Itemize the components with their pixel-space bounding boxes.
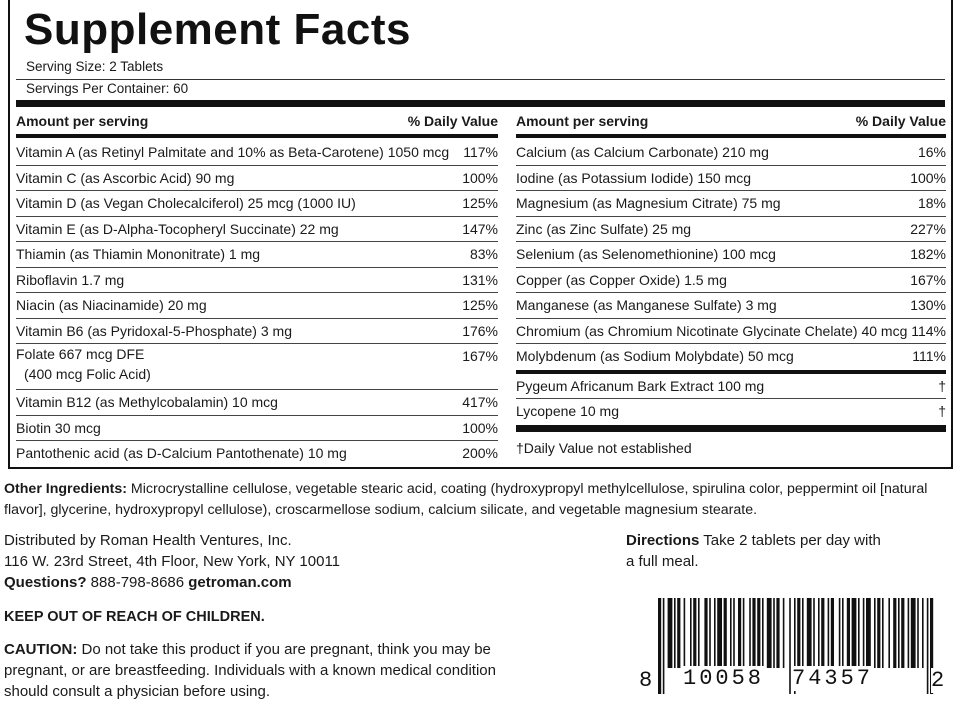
nutrient-label: Zinc (as Zinc Sulfate) 25 mg <box>516 220 692 237</box>
barcode-bar <box>813 598 815 668</box>
nutrient-label: Vitamin C (as Ascorbic Acid) 90 mg <box>16 169 235 186</box>
nutrient-row <box>516 399 946 425</box>
barcode-bar <box>847 598 850 668</box>
barcode-bar <box>704 598 707 668</box>
nutrient-name <box>516 344 794 368</box>
nutrient-label: Vitamin A (as Retinyl Palmitate and 10% as Beta-Carotene) 1050 mcg <box>16 144 450 160</box>
distributor-info <box>4 530 340 593</box>
daily-value: 182% <box>910 246 946 262</box>
caution-label: CAUTION: <box>4 641 78 658</box>
barcode-bar <box>807 598 812 668</box>
barcode-bar <box>802 598 804 668</box>
barcode-bar <box>877 598 880 668</box>
daily-value: † <box>938 377 946 394</box>
right-column-header <box>516 110 946 134</box>
nutrient-name <box>16 390 278 414</box>
nutrient-name <box>16 191 356 215</box>
distributor-line: Distributed by Roman Health Ventures, Inc. <box>4 532 292 549</box>
barcode-digit-first: 8 <box>639 668 653 693</box>
daily-value: 114% <box>911 322 946 339</box>
header-rule <box>516 134 946 138</box>
nutrient-label: Folate 667 mcg DFE <box>16 346 145 362</box>
nutrient-label: Magnesium (as Magnesium Citrate) 75 mg <box>516 195 781 211</box>
barcode-bar <box>738 598 741 668</box>
servings-per-container: Servings Per Container: 60 <box>26 81 189 96</box>
daily-value-label: % Daily Value <box>855 113 946 129</box>
barcode-bar <box>757 598 760 668</box>
left-column <box>16 110 498 467</box>
nutrient-name <box>516 140 769 164</box>
serving-size: Serving Size: 2 Tablets <box>26 59 164 74</box>
nutrient-row <box>516 140 946 166</box>
barcode-bar <box>724 598 727 668</box>
nutrient-row <box>16 140 498 166</box>
questions-label: Questions? <box>4 574 87 591</box>
barcode-bar <box>893 598 896 668</box>
barcode-bar <box>663 598 665 694</box>
caution-text: Do not take this product if you are pregnant, think you may be pregnant, or are breastfeeding. Individuals with a known medical condition should consult a physician before using. <box>4 641 496 700</box>
daily-value: 125% <box>462 195 498 211</box>
nutrient-label: Chromium (as Chromium Nicotinate Glycinate Chelate) 40 mcg <box>516 322 908 339</box>
barcode-bar <box>674 598 676 668</box>
daily-value: 16% <box>917 144 946 160</box>
daily-value: 117% <box>463 144 498 160</box>
daily-value: 227% <box>910 220 946 237</box>
phone-number: 888-798-8686 <box>86 574 189 591</box>
barcode-bar <box>717 598 722 668</box>
nutrient-row <box>16 319 498 345</box>
daily-value: 100% <box>462 419 498 436</box>
barcode-bar <box>783 598 785 668</box>
other-ingredients-label: Other Ingredients: <box>4 481 127 497</box>
nutrient-row <box>516 242 946 268</box>
nutrient-row <box>516 344 946 370</box>
nutrient-label: Copper (as Copper Oxide) 1.5 mg <box>516 271 727 288</box>
daily-value: 167% <box>462 348 498 364</box>
barcode-bar <box>911 598 916 668</box>
nutrient-name <box>16 293 207 317</box>
thick-divider <box>16 100 945 107</box>
nutrient-row <box>16 166 498 192</box>
barcode-bar <box>842 598 844 668</box>
nutrient-label: Thiamin (as Thiamin Mononitrate) 1 mg <box>16 246 261 262</box>
nutrient-name <box>516 293 777 317</box>
nutrient-name <box>516 399 619 423</box>
barcode-bar <box>831 598 834 668</box>
website: getroman.com <box>188 574 292 591</box>
barcode-bar <box>818 598 820 668</box>
barcode-bar <box>898 598 900 668</box>
barcode-bar <box>693 598 696 668</box>
nutrient-name <box>16 268 124 292</box>
barcode-bar <box>839 598 841 668</box>
left-nutrient-list <box>16 140 498 467</box>
barcode-bar <box>852 598 857 668</box>
nutrient-name <box>516 268 727 292</box>
barcode-bar <box>927 598 929 694</box>
directions-text: Take 2 tablets per day with a full meal. <box>626 532 881 570</box>
other-ingredients-text: Microcrystalline cellulose, vegetable stearic acid, coating (hydroxypropyl methylcellulose, spirulina color, peppermint oil [natural flavor], glycerine, hydroxypropyl cellulose), croscarmellose sodium, calcium silicate, and vegetable magnesium stearate. <box>4 481 928 518</box>
nutrient-name <box>16 166 234 190</box>
daily-value: 167% <box>910 271 946 288</box>
barcode-bar <box>888 598 890 668</box>
barcode-bar <box>733 598 735 668</box>
barcode-digits-right: 74357 <box>792 666 874 691</box>
nutrient-name <box>516 242 776 266</box>
nutrient-name <box>16 140 449 164</box>
amount-per-serving-label: Amount per serving <box>516 113 649 129</box>
barcode-bar <box>762 598 764 668</box>
nutrient-row <box>16 416 498 442</box>
nutrient-row <box>516 217 946 243</box>
panel-title: Supplement Facts <box>24 5 411 54</box>
other-ingredients <box>4 479 949 521</box>
nutrient-label: Lycopene 10 mg <box>516 403 619 419</box>
nutrient-label: Vitamin B12 (as Methylcobalamin) 10 mcg <box>16 394 278 410</box>
daily-value: 18% <box>917 195 946 211</box>
nutrient-row <box>16 217 498 243</box>
nutrient-label: Iodine (as Potassium Iodide) 150 mcg <box>516 169 752 186</box>
nutrient-label: Vitamin D (as Vegan Cholecalciferol) 25 mcg (1000 IU) <box>16 195 356 211</box>
nutrient-row <box>16 441 498 467</box>
barcode-bar <box>743 598 745 668</box>
barcode-bar <box>658 598 661 694</box>
nutrient-label: Pygeum Africanum Bark Extract 100 mg <box>516 377 765 394</box>
right-column <box>516 110 946 456</box>
nutrient-name <box>16 217 339 241</box>
daily-value: 417% <box>462 394 498 410</box>
nutrient-row <box>516 374 946 400</box>
barcode-bar <box>709 598 711 668</box>
directions <box>626 530 886 572</box>
header-rule <box>16 134 498 138</box>
nutrient-name <box>516 191 781 215</box>
daily-value: 200% <box>462 445 498 461</box>
barcode-bar <box>858 598 860 668</box>
barcode-bar <box>789 598 791 694</box>
nutrient-label: Biotin 30 mcg <box>16 419 101 436</box>
other-ingredient-list <box>516 374 946 425</box>
nutrient-row <box>16 242 498 268</box>
nutrient-row <box>16 344 498 390</box>
nutrient-row <box>16 293 498 319</box>
nutrient-name <box>16 242 260 266</box>
nutrient-name <box>516 166 751 190</box>
barcode-bar <box>684 598 686 668</box>
nutrient-name <box>516 374 764 398</box>
nutrient-name <box>516 319 907 343</box>
daily-value: 111% <box>912 348 946 364</box>
nutrient-name <box>16 441 347 465</box>
nutrient-label: Molybdenum (as Sodium Molybdate) 50 mcg <box>516 348 794 364</box>
daily-value: 100% <box>910 169 946 186</box>
nutrient-label: Pantothenic acid (as D-Calcium Pantothenate) 10 mg <box>16 445 347 461</box>
barcode-bar <box>690 598 692 668</box>
barcode-bar <box>863 598 865 668</box>
daily-value: 125% <box>462 297 498 313</box>
daily-value: 100% <box>462 169 498 186</box>
barcode-bar <box>917 598 919 668</box>
barcode-bar <box>797 598 800 668</box>
barcode-bar <box>698 598 700 668</box>
nutrient-label: Vitamin E (as D-Alpha-Tocopheryl Succinate) 22 mg <box>16 220 339 237</box>
barcode-digits-left: 10058 <box>683 666 765 691</box>
nutrient-sublabel: (400 mcg Folic Acid) <box>24 366 151 382</box>
thick-divider <box>516 425 946 432</box>
barcode-bar <box>828 598 830 668</box>
divider <box>16 79 945 80</box>
barcode-bar <box>821 598 824 668</box>
barcode-digit-last: 2 <box>931 668 945 693</box>
nutrient-row <box>16 191 498 217</box>
barcode-bar <box>749 598 751 668</box>
nutrient-label: Niacin (as Niacinamide) 20 mg <box>16 297 207 313</box>
barcode-bar <box>752 598 755 668</box>
directions-label: Directions <box>626 532 700 549</box>
nutrient-label: Calcium (as Calcium Carbonate) 210 mg <box>516 144 769 160</box>
daily-value-footnote: †Daily Value not established <box>516 439 692 456</box>
daily-value: 147% <box>462 220 498 237</box>
left-column-header <box>16 110 498 134</box>
amount-per-serving-label: Amount per serving <box>16 113 149 129</box>
barcode-bar <box>922 598 924 668</box>
barcode-bar <box>773 598 775 668</box>
daily-value: 131% <box>462 271 498 288</box>
right-nutrient-list <box>516 140 946 370</box>
daily-value: 83% <box>469 246 498 262</box>
nutrient-row <box>516 268 946 294</box>
nutrient-label: Selenium (as Selenomethionine) 100 mcg <box>516 246 776 262</box>
barcode-bar <box>714 598 716 668</box>
barcode-bar <box>874 598 876 668</box>
nutrient-row <box>16 268 498 294</box>
supplement-facts-panel <box>8 0 953 469</box>
daily-value: 130% <box>910 297 946 313</box>
nutrient-label: Vitamin B6 (as Pyridoxal-5-Phosphate) 3 mg <box>16 322 292 339</box>
caution-warning <box>4 639 524 702</box>
nutrient-label: Riboflavin 1.7 mg <box>16 271 125 288</box>
daily-value: † <box>938 403 946 419</box>
section-rule <box>516 370 946 374</box>
barcode-bar <box>730 598 732 668</box>
barcode-bar <box>866 598 871 668</box>
barcode-bar <box>908 598 910 668</box>
nutrient-row <box>516 166 946 192</box>
barcode-bar <box>776 598 779 668</box>
keep-out-warning: KEEP OUT OF REACH OF CHILDREN. <box>4 609 265 625</box>
nutrient-name <box>16 344 151 384</box>
address-line: 116 W. 23rd Street, 4th Floor, New York, NY 10011 <box>4 553 341 570</box>
nutrient-name <box>516 217 691 241</box>
nutrient-row <box>516 319 946 345</box>
barcode-bar <box>668 598 673 668</box>
barcode-bar <box>901 598 904 668</box>
daily-value: 176% <box>462 322 498 339</box>
nutrient-name <box>16 319 292 343</box>
daily-value-label: % Daily Value <box>407 113 498 129</box>
barcode-bar <box>767 598 772 668</box>
nutrient-name <box>16 416 101 440</box>
nutrient-label: Manganese (as Manganese Sulfate) 3 mg <box>516 297 777 313</box>
barcode-bar <box>882 598 884 668</box>
nutrient-row <box>516 293 946 319</box>
nutrient-row <box>16 390 498 416</box>
barcode-bar <box>677 598 680 668</box>
nutrient-row <box>516 191 946 217</box>
